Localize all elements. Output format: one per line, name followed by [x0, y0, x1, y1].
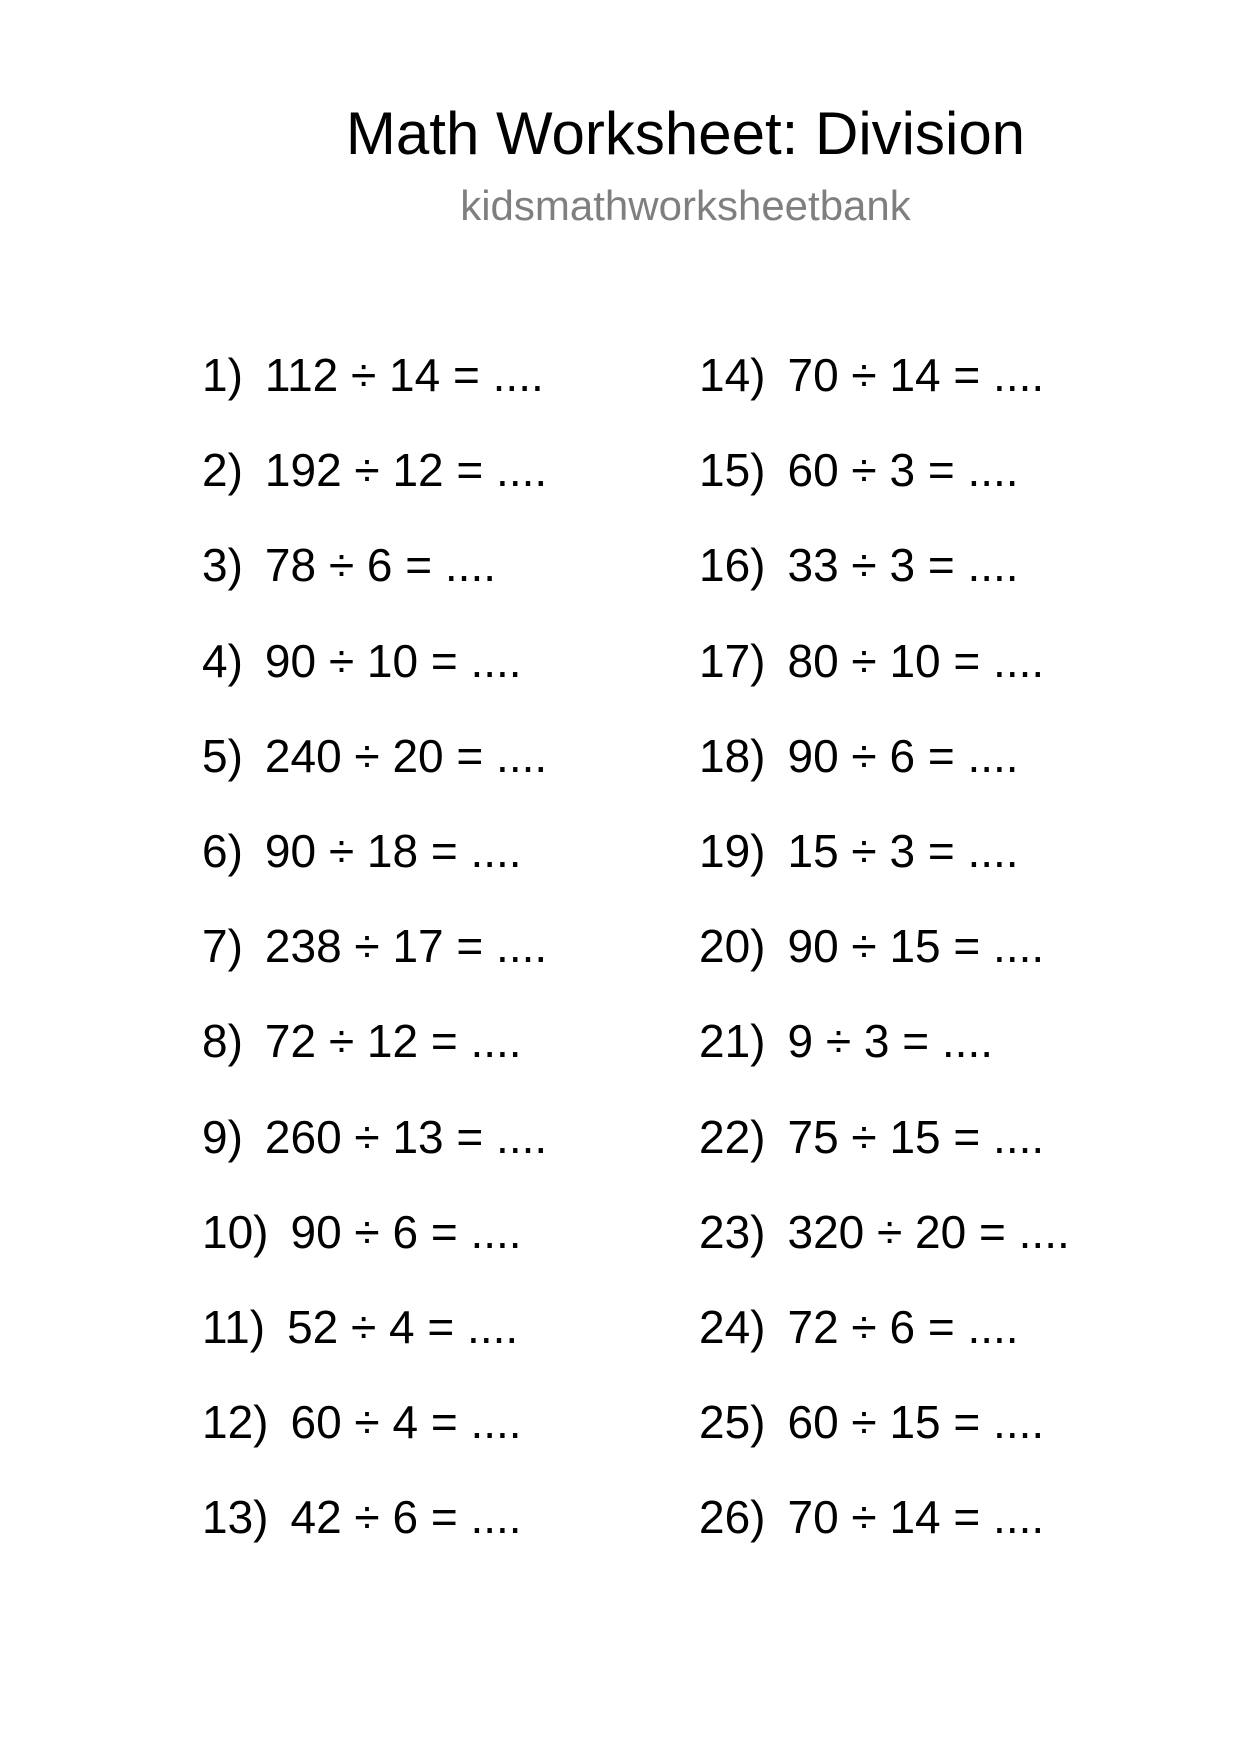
- problem-expression: 70 ÷ 14 = ....: [787, 1491, 1045, 1544]
- problem-item: [202, 1393, 547, 1488]
- problem-number: 26): [699, 1491, 766, 1544]
- problem-number: 5): [202, 729, 243, 782]
- problem-expression: 70 ÷ 14 = ....: [787, 349, 1045, 401]
- problem-expression: 192 ÷ 12 = ....: [264, 444, 548, 497]
- problem-expression: 60 ÷ 3 = ....: [787, 444, 1019, 497]
- problem-item: [202, 1298, 547, 1393]
- problem-item: [699, 1393, 1070, 1488]
- problem-expression: 9 ÷ 3 = ....: [787, 1015, 994, 1068]
- problem-item: [699, 1108, 1070, 1203]
- problem-item: [699, 917, 1070, 1012]
- problem-expression: 72 ÷ 12 = ....: [264, 1015, 522, 1068]
- problem-number: 24): [699, 1300, 766, 1353]
- problem-expression: 320 ÷ 20 = ....: [787, 1205, 1070, 1258]
- problem-item: [202, 536, 547, 631]
- problem-number: 14): [699, 349, 766, 401]
- problem-number: 17): [699, 634, 766, 687]
- problem-item: [699, 1488, 1070, 1583]
- problem-expression: 52 ÷ 4 = ....: [287, 1300, 519, 1353]
- problem-expression: 90 ÷ 18 = ....: [264, 824, 522, 877]
- problem-number: 9): [202, 1110, 243, 1163]
- problem-item: [202, 1203, 547, 1298]
- problem-number: 11): [202, 1300, 266, 1353]
- problems-column-left: [202, 346, 547, 1583]
- problem-item: [699, 822, 1070, 917]
- problem-item: [202, 346, 547, 441]
- problem-item: [699, 632, 1070, 727]
- problem-expression: 15 ÷ 3 = ....: [787, 824, 1019, 877]
- problem-item: [699, 727, 1070, 822]
- problem-expression: 260 ÷ 13 = ....: [264, 1110, 548, 1163]
- problem-number: 7): [202, 920, 243, 973]
- problem-item: [699, 441, 1070, 536]
- worksheet-subtitle: kidsmathworksheetbank: [460, 182, 911, 229]
- problem-number: 12): [202, 1396, 269, 1449]
- problems-column-right: [699, 346, 1070, 1583]
- problem-item: [202, 1108, 547, 1203]
- problem-item: [202, 1012, 547, 1107]
- problem-number: 20): [699, 920, 766, 973]
- problem-item: [699, 346, 1070, 441]
- problem-item: [202, 727, 547, 822]
- problem-expression: 42 ÷ 6 = ....: [290, 1491, 522, 1544]
- problem-number: 4): [202, 634, 243, 687]
- problem-number: 15): [699, 444, 766, 497]
- problem-expression: 238 ÷ 17 = ....: [264, 920, 548, 973]
- problem-expression: 75 ÷ 15 = ....: [787, 1110, 1045, 1163]
- problem-number: 22): [699, 1110, 766, 1163]
- problem-number: 18): [699, 729, 766, 782]
- problem-expression: 80 ÷ 10 = ....: [787, 634, 1045, 687]
- problem-item: [699, 1298, 1070, 1393]
- problem-number: 13): [202, 1491, 269, 1544]
- problem-expression: 90 ÷ 15 = ....: [787, 920, 1045, 973]
- problem-number: 25): [699, 1396, 766, 1449]
- problem-expression: 90 ÷ 6 = ....: [787, 729, 1019, 782]
- problem-number: 19): [699, 824, 766, 877]
- problem-item: [202, 822, 547, 917]
- problem-expression: 60 ÷ 4 = ....: [290, 1396, 522, 1449]
- problem-number: 6): [202, 824, 243, 877]
- problem-number: 16): [699, 539, 766, 592]
- problem-item: [699, 1012, 1070, 1107]
- problem-number: 10): [202, 1205, 269, 1258]
- problem-item: [202, 441, 547, 536]
- problem-expression: 90 ÷ 6 = ....: [290, 1205, 522, 1258]
- problem-item: [699, 1203, 1070, 1298]
- problem-expression: 90 ÷ 10 = ....: [264, 634, 522, 687]
- problem-expression: 72 ÷ 6 = ....: [787, 1300, 1019, 1353]
- problem-item: [202, 917, 547, 1012]
- problem-number: 21): [699, 1015, 766, 1068]
- problem-expression: 112 ÷ 14 = ....: [264, 349, 544, 401]
- problem-number: 2): [202, 444, 243, 497]
- problem-expression: 240 ÷ 20 = ....: [264, 729, 548, 782]
- problem-expression: 33 ÷ 3 = ....: [787, 539, 1019, 592]
- problem-number: 23): [699, 1205, 766, 1258]
- problem-expression: 60 ÷ 15 = ....: [787, 1396, 1045, 1449]
- worksheet-title: Math Worksheet: Division: [345, 100, 1026, 167]
- problem-item: [202, 1488, 547, 1583]
- problem-expression: 78 ÷ 6 = ....: [264, 539, 497, 592]
- problem-number: 3): [202, 539, 243, 592]
- problem-item: [699, 536, 1070, 631]
- problem-number: 1): [202, 349, 243, 401]
- problem-number: 8): [202, 1015, 243, 1068]
- problem-item: [202, 632, 547, 727]
